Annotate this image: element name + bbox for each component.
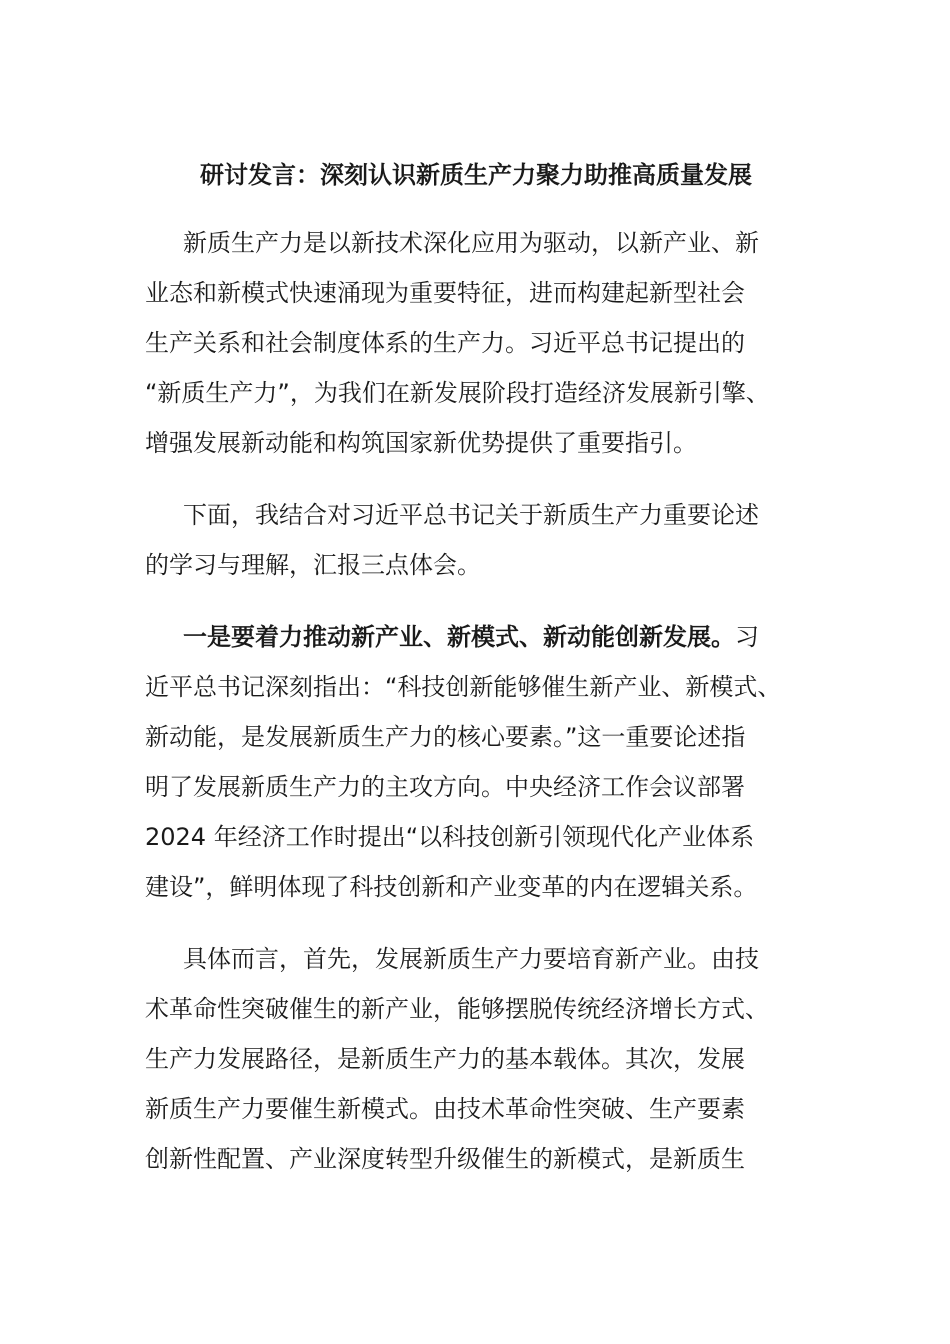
text-line: 下面，我结合对习近平总书记关于新质生产力重要论述	[183, 501, 759, 529]
text-line: 的学习与理解，汇报三点体会。	[145, 551, 481, 579]
text-line: 生产力发展路径，是新质生产力的基本载体。其次，发展	[145, 1045, 745, 1073]
paragraph-transition	[145, 490, 807, 590]
text-line: “新质生产力”，为我们在新发展阶段打造经济发展新引擎、	[145, 379, 770, 407]
text-line: 新质生产力要催生新模式。由技术革命性突破、生产要素	[145, 1095, 745, 1123]
text-line	[145, 612, 807, 662]
paragraph-specifics	[145, 934, 807, 1184]
text-line: 明了发展新质生产力的主攻方向。中央经济工作会议部署	[145, 773, 745, 801]
paragraph-intro	[145, 218, 807, 468]
text-line: 近平总书记深刻指出：“科技创新能够催生新产业、新模式、	[145, 673, 782, 701]
text-line: 业态和新模式快速涌现为重要特征，进而构建起新型社会	[145, 279, 745, 307]
text-fragment: 习	[735, 623, 759, 651]
paragraph-point-one	[145, 612, 807, 912]
document-page	[145, 150, 807, 1206]
text-line: 增强发展新动能和构筑国家新优势提供了重要指引。	[145, 429, 697, 457]
text-line: 建设”，鲜明体现了科技创新和产业变革的内在逻辑关系。	[145, 873, 758, 901]
text-line: 生产关系和社会制度体系的生产力。习近平总书记提出的	[145, 329, 745, 357]
text-line: 2024 年经济工作时提出“以科技创新引领现代化产业体系	[145, 823, 755, 851]
text-line: 新质生产力是以新技术深化应用为驱动，以新产业、新	[183, 229, 759, 257]
text-line: 创新性配置、产业深度转型升级催生的新模式，是新质生	[145, 1145, 745, 1173]
text-line: 术革命性突破催生的新产业，能够摆脱传统经济增长方式、	[145, 995, 769, 1023]
bold-lead-text: 一是要着力推动新产业、新模式、新动能创新发展。	[183, 623, 735, 651]
document-title: 研讨发言：深刻认识新质生产力聚力助推高质量发展	[200, 161, 752, 189]
text-line: 新动能，是发展新质生产力的核心要素。”这一重要论述指	[145, 723, 746, 751]
text-line: 具体而言，首先，发展新质生产力要培育新产业。由技	[183, 945, 759, 973]
